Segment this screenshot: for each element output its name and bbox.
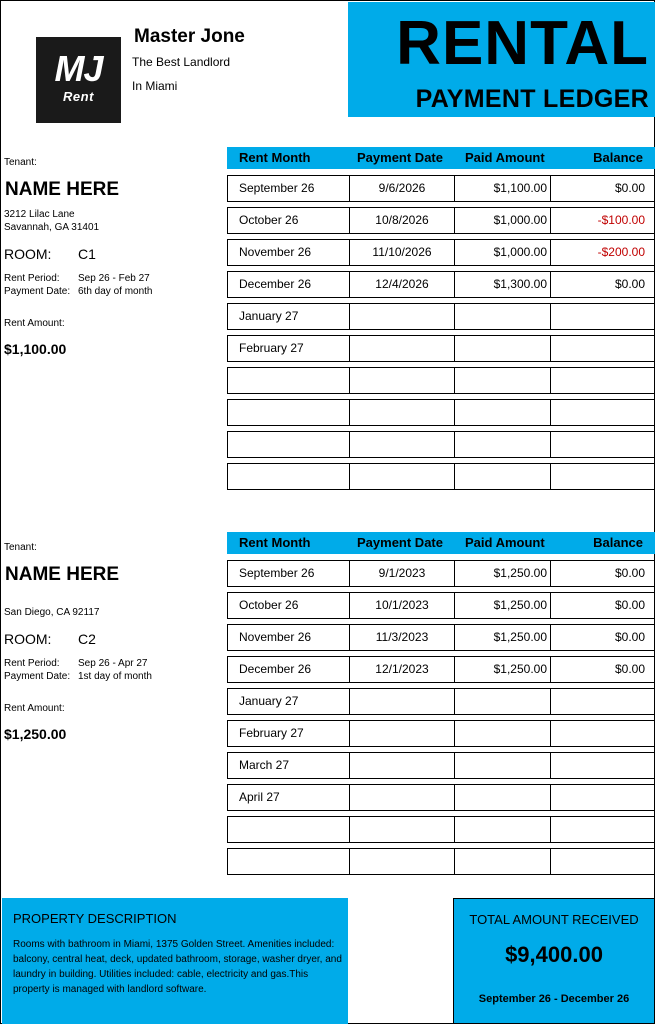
balance-cell (550, 785, 654, 810)
payment-date-cell (349, 464, 454, 489)
rent-month-cell: October 26 (239, 213, 299, 227)
table-row (227, 688, 655, 715)
payment-date-cell: 12/1/2023 (349, 657, 454, 682)
header-rent-month: Rent Month (239, 535, 311, 550)
property-description-title: PROPERTY DESCRIPTION (13, 911, 177, 926)
balance-cell (550, 336, 654, 361)
room-number: C2 (78, 631, 96, 647)
balance-cell (550, 432, 654, 457)
paid-amount-cell (454, 304, 550, 329)
landlord-tagline: The Best Landlord (132, 55, 231, 69)
landlord-location: In Miami (132, 79, 178, 93)
payment-date-cell (349, 849, 454, 874)
total-received-box (453, 898, 655, 1024)
page-title: RENTAL (396, 9, 649, 78)
payment-date-value: 1st day of month (78, 671, 152, 682)
property-description-text: Rooms with bathroom in Miami, 1375 Golden Street. Amenities included: balcony, central heat, deck, updated bathroom, storage, washer dryer, and laundry in building. Utilities included: cable, electricity and gas.This property is managed with landlord software. (13, 939, 342, 995)
tenant-address-line1: 3212 Lilac Lane (4, 209, 75, 220)
page-subtitle: PAYMENT LEDGER (415, 85, 649, 113)
rent-period-value: Sep 26 - Apr 27 (78, 658, 148, 669)
rent-month-cell (228, 368, 349, 393)
paid-amount-cell: $1,000.00 (454, 208, 550, 233)
property-description-box (2, 898, 348, 1024)
paid-amount-cell (454, 817, 550, 842)
rent-amount-label: Rent Amount: (4, 318, 65, 329)
rent-month-cell (228, 464, 349, 489)
payment-date-cell: 9/6/2026 (349, 176, 454, 201)
header-balance: Balance (593, 150, 643, 165)
room-label: ROOM: (4, 246, 52, 262)
table-row (227, 560, 655, 587)
paid-amount-cell: $1,100.00 (454, 176, 550, 201)
payment-date-cell (349, 432, 454, 457)
paid-amount-cell: $1,250.00 (454, 593, 550, 618)
rent-month-cell: November 26 (239, 630, 312, 644)
balance-cell: $0.00 (550, 561, 654, 586)
paid-amount-cell (454, 753, 550, 778)
table-row (227, 720, 655, 747)
rent-month-cell: March 27 (239, 758, 290, 772)
payment-date-cell (349, 400, 454, 425)
payment-date-cell (349, 689, 454, 714)
header-paid-amount: Paid Amount (465, 535, 545, 550)
ledger-header-row (227, 532, 655, 554)
payment-date-label: Payment Date: (4, 286, 71, 297)
balance-cell: $0.00 (550, 625, 654, 650)
table-row (227, 367, 655, 394)
payment-date-cell (349, 368, 454, 393)
table-row (227, 816, 655, 843)
paid-amount-cell (454, 336, 550, 361)
total-received-title: TOTAL AMOUNT RECEIVED (469, 912, 639, 927)
balance-cell (550, 400, 654, 425)
landlord-name: Master Jone (134, 26, 245, 47)
rent-month-cell (228, 849, 349, 874)
rent-month-cell: February 27 (239, 341, 304, 355)
header-payment-date: Payment Date (357, 535, 443, 550)
paid-amount-cell (454, 785, 550, 810)
payment-date-cell (349, 753, 454, 778)
paid-amount-cell (454, 368, 550, 393)
ledger-header-row (227, 147, 655, 169)
balance-cell: $0.00 (550, 657, 654, 682)
balance-cell (550, 464, 654, 489)
rent-period-label: Rent Period: (4, 273, 60, 284)
balance-cell (550, 849, 654, 874)
header-rent-month: Rent Month (239, 150, 311, 165)
paid-amount-cell (454, 849, 550, 874)
tenant-name: NAME HERE (5, 564, 120, 585)
total-received-value: $9,400.00 (505, 942, 603, 967)
table-row (227, 175, 655, 202)
logo-initials: MJ (54, 48, 103, 89)
table-row (227, 656, 655, 683)
payment-date-cell: 12/4/2026 (349, 272, 454, 297)
paid-amount-cell (454, 400, 550, 425)
tenant-name: NAME HERE (5, 179, 120, 200)
paid-amount-cell (454, 721, 550, 746)
table-row (227, 399, 655, 426)
balance-cell: -$200.00 (550, 240, 654, 265)
rent-month-cell: April 27 (239, 790, 280, 804)
header-paid-amount: Paid Amount (465, 150, 545, 165)
payment-date-cell: 9/1/2023 (349, 561, 454, 586)
paid-amount-cell: $1,300.00 (454, 272, 550, 297)
rent-month-cell: January 27 (239, 694, 299, 708)
rent-month-cell: November 26 (239, 245, 312, 259)
balance-cell: $0.00 (550, 272, 654, 297)
balance-cell (550, 721, 654, 746)
rent-amount-value: $1,100.00 (4, 341, 67, 357)
balance-cell (550, 304, 654, 329)
paid-amount-cell: $1,250.00 (454, 561, 550, 586)
rent-month-cell: February 27 (239, 726, 304, 740)
room-number: C1 (78, 246, 96, 262)
rent-month-cell (228, 400, 349, 425)
logo-subtext: Rent (63, 89, 94, 104)
payment-date-cell (349, 336, 454, 361)
payment-date-cell (349, 817, 454, 842)
tenant-label: Tenant: (4, 542, 37, 553)
table-row (227, 335, 655, 362)
paid-amount-cell: $1,000.00 (454, 240, 550, 265)
balance-cell: $0.00 (550, 593, 654, 618)
table-row (227, 431, 655, 458)
table-row (227, 784, 655, 811)
balance-cell (550, 368, 654, 393)
rent-month-cell: September 26 (239, 181, 315, 195)
balance-cell (550, 817, 654, 842)
payment-date-cell: 10/8/2026 (349, 208, 454, 233)
rent-month-cell (228, 817, 349, 842)
table-row (227, 271, 655, 298)
rent-month-cell: January 27 (239, 309, 299, 323)
table-row (227, 848, 655, 875)
paid-amount-cell: $1,250.00 (454, 625, 550, 650)
payment-date-cell (349, 304, 454, 329)
paid-amount-cell: $1,250.00 (454, 657, 550, 682)
rent-month-cell: December 26 (239, 662, 312, 676)
rent-month-cell: September 26 (239, 566, 315, 580)
payment-date-cell (349, 785, 454, 810)
payment-date-cell: 11/10/2026 (349, 240, 454, 265)
paid-amount-cell (454, 689, 550, 714)
payment-date-cell (349, 721, 454, 746)
rent-month-cell: October 26 (239, 598, 299, 612)
table-row (227, 592, 655, 619)
table-row (227, 239, 655, 266)
paid-amount-cell (454, 432, 550, 457)
table-row (227, 752, 655, 779)
rent-amount-value: $1,250.00 (4, 726, 67, 742)
payment-date-label: Payment Date: (4, 671, 71, 682)
balance-cell (550, 753, 654, 778)
balance-cell: -$100.00 (550, 208, 654, 233)
header-balance: Balance (593, 535, 643, 550)
balance-cell (550, 689, 654, 714)
table-row (227, 624, 655, 651)
header-payment-date: Payment Date (357, 150, 443, 165)
tenant-address-line2: San Diego, CA 92117 (4, 607, 100, 618)
tenant-address-line2: Savannah, GA 31401 (4, 222, 100, 233)
payment-date-value: 6th day of month (78, 286, 153, 297)
rent-month-cell: December 26 (239, 277, 312, 291)
rent-amount-label: Rent Amount: (4, 703, 65, 714)
rent-month-cell (228, 432, 349, 457)
tenant-label: Tenant: (4, 157, 37, 168)
brand-logo (36, 37, 121, 123)
total-received-period: September 26 - December 26 (478, 993, 630, 1005)
rent-period-label: Rent Period: (4, 658, 60, 669)
payment-date-cell: 10/1/2023 (349, 593, 454, 618)
room-label: ROOM: (4, 631, 52, 647)
paid-amount-cell (454, 464, 550, 489)
title-banner (348, 2, 655, 117)
payment-date-cell: 11/3/2023 (349, 625, 454, 650)
table-row (227, 303, 655, 330)
rent-period-value: Sep 26 - Feb 27 (78, 273, 150, 284)
table-row (227, 207, 655, 234)
table-row (227, 463, 655, 490)
balance-cell: $0.00 (550, 176, 654, 201)
